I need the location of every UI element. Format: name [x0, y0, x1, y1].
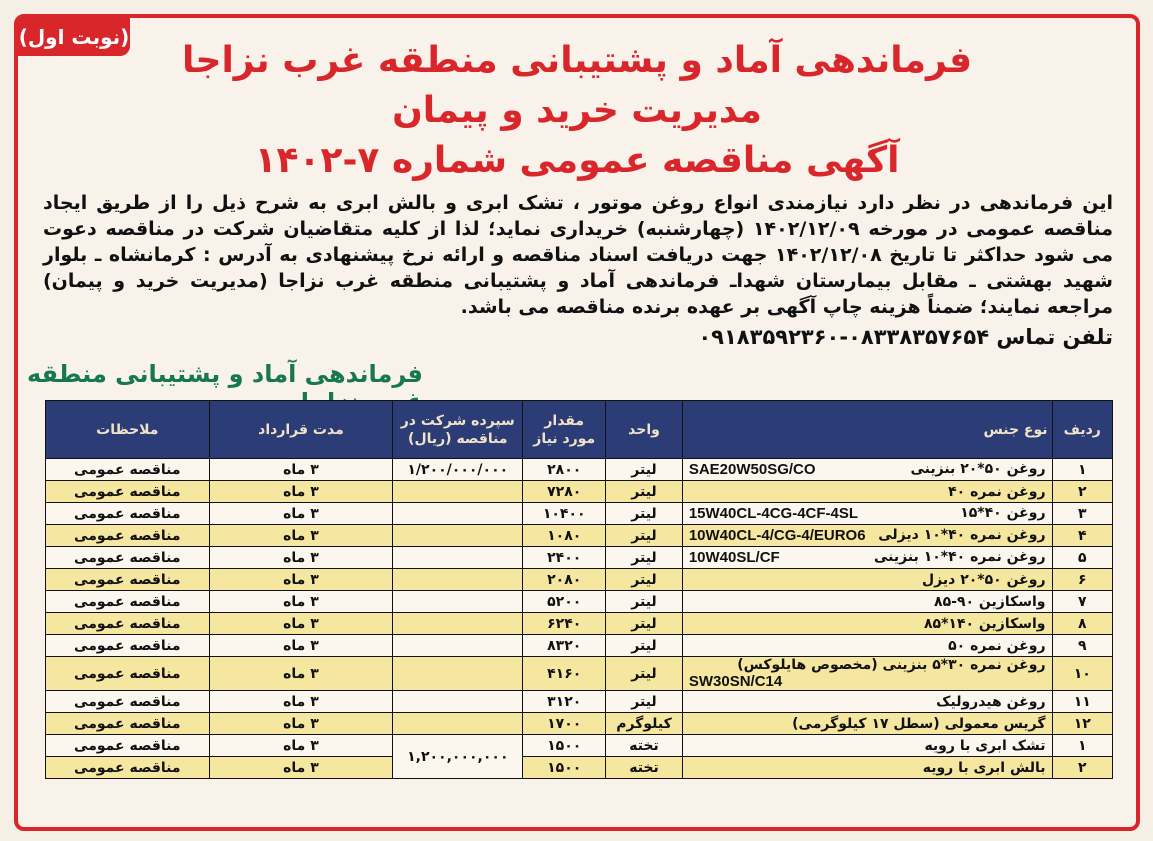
- row-number: ۸: [1052, 613, 1112, 635]
- header-item-type: نوع جنس: [682, 401, 1052, 459]
- table-row: [46, 735, 1113, 757]
- tender-items-table: [45, 400, 1113, 779]
- remarks: مناقصه عمومی: [46, 657, 210, 691]
- contract-duration: ۳ ماه: [209, 481, 393, 503]
- table-row: [46, 569, 1113, 591]
- row-number: ۹: [1052, 635, 1112, 657]
- table-row: [46, 503, 1113, 525]
- row-number: ۵: [1052, 547, 1112, 569]
- item-unit: لیتر: [606, 591, 683, 613]
- item-type: [682, 757, 1052, 779]
- contract-duration: ۳ ماه: [209, 691, 393, 713]
- item-quantity: ۲۸۰۰: [523, 459, 606, 481]
- deposit-empty: [393, 691, 523, 713]
- item-name: روغن نمره ۴۰*۱۰ دیزلی: [878, 527, 1046, 543]
- remarks: مناقصه عمومی: [46, 547, 210, 569]
- item-name: تشک ابری با رویه: [924, 737, 1046, 754]
- item-name: روغن نمره ۴۰*۱۰ بنزینی: [874, 549, 1046, 565]
- item-quantity: ۷۲۸۰: [523, 481, 606, 503]
- row-number: ۱۲: [1052, 713, 1112, 735]
- item-unit: لیتر: [606, 547, 683, 569]
- item-quantity: ۸۳۲۰: [523, 635, 606, 657]
- item-unit: لیتر: [606, 657, 683, 691]
- item-type: [682, 613, 1052, 635]
- row-number: ۷: [1052, 591, 1112, 613]
- item-type: [682, 713, 1052, 735]
- item-name: روغن ۴۰*۱۵: [960, 505, 1046, 521]
- item-unit: تخته: [606, 735, 683, 757]
- row-number: ۲: [1052, 757, 1112, 779]
- item-unit: لیتر: [606, 613, 683, 635]
- item-quantity: ۱۰۴۰۰: [523, 503, 606, 525]
- contract-duration: ۳ ماه: [209, 591, 393, 613]
- row-number: ۱: [1052, 459, 1112, 481]
- table-row: [46, 713, 1113, 735]
- remarks: مناقصه عمومی: [46, 503, 210, 525]
- table-header-row: [46, 401, 1113, 459]
- deposit-empty: [393, 481, 523, 503]
- remarks: مناقصه عمومی: [46, 481, 210, 503]
- item-name: روغن ۵۰*۲۰ بنزینی: [910, 461, 1046, 477]
- table-row: [46, 547, 1113, 569]
- item-quantity: ۲۰۸۰: [523, 569, 606, 591]
- item-spec: 10W40CL-4/CG-4/EURO6: [688, 527, 866, 544]
- item-unit: لیتر: [606, 503, 683, 525]
- item-type: [682, 691, 1052, 713]
- remarks: مناقصه عمومی: [46, 635, 210, 657]
- header-contract-duration: مدت قرارداد: [209, 401, 393, 459]
- deposit-empty: [393, 503, 523, 525]
- item-quantity: ۶۲۴۰: [523, 613, 606, 635]
- title-command: فرماندهی آماد و پشتیبانی منطقه غرب نزاجا: [181, 40, 973, 81]
- contract-duration: ۳ ماه: [209, 757, 393, 779]
- deposit-empty: [393, 569, 523, 591]
- item-unit: تخته: [606, 757, 683, 779]
- foam-deposit: ۱,۲۰۰,۰۰۰,۰۰۰: [393, 735, 523, 779]
- header-remarks: ملاحظات: [46, 401, 210, 459]
- item-quantity: ۱۵۰۰: [523, 757, 606, 779]
- item-quantity: ۴۱۶۰: [523, 657, 606, 691]
- item-unit: لیتر: [606, 481, 683, 503]
- item-quantity: ۱۵۰۰: [523, 735, 606, 757]
- remarks: مناقصه عمومی: [46, 525, 210, 547]
- header-unit: واحد: [606, 401, 683, 459]
- item-name: روغن نمره ۳۰*۵ بنزینی (مخصوص هایلوکس): [737, 657, 1046, 673]
- remarks: مناقصه عمومی: [46, 713, 210, 735]
- contract-duration: ۳ ماه: [209, 613, 393, 635]
- item-type: [682, 547, 1052, 569]
- tender-description: این فرماندهی در نظر دارد نیازمندی انواع روغن موتور ، تشک ابری و بالش ابری به شرح ذیل را از طریق ایجاد مناقصه عمومی در مورخه ۱۴۰۲/۱۲/۰۹ (چهارشنبه) خریداری نماید؛ لذا از کلیه متقاضیان شرکت در مناقصه دعوت می شود حداکثر تا تاریخ ۱۴۰۲/۱۲/۰۸ جهت دریافت اسناد مناقصه و ارائه نرخ پیشنهادی به آدرس : کرمانشاه ـ بلوار شهید بهشتی ـ مقابل بیمارستان شهداـ فرماندهی آماد و پشتیبانی منطقه غرب نزاجا (مدیریت خرید و پیمان) مراجعه نمایند؛ ضمناً هزینه چاپ آگهی بر عهده برنده مناقصه می باشد.: [43, 192, 1113, 318]
- table-row: [46, 635, 1113, 657]
- table-body: [46, 459, 1113, 779]
- item-type: [682, 735, 1052, 757]
- oil-deposit: ۱/۲۰۰/۰۰۰/۰۰۰: [393, 459, 523, 481]
- item-spec: SW30SN/C14: [688, 673, 783, 690]
- contract-duration: ۳ ماه: [209, 547, 393, 569]
- contract-duration: ۳ ماه: [209, 657, 393, 691]
- contract-duration: ۳ ماه: [209, 459, 393, 481]
- item-type: [682, 525, 1052, 547]
- contract-duration: ۳ ماه: [209, 569, 393, 591]
- contract-duration: ۳ ماه: [209, 735, 393, 757]
- item-quantity: ۳۱۲۰: [523, 691, 606, 713]
- table-row: [46, 459, 1113, 481]
- item-type: [682, 657, 1052, 691]
- item-spec: SAE20W50SG/CO: [688, 461, 816, 478]
- table-row: [46, 481, 1113, 503]
- item-name: روغن هیدرولیک: [936, 693, 1046, 710]
- row-number: ۴: [1052, 525, 1112, 547]
- first-publication-badge: (نوبت اول): [18, 18, 130, 56]
- item-spec: 15W40CL-4CG-4CF-4SL: [688, 505, 859, 522]
- table-subheading: فرماندهی آماد و پشتیبانی منطقه: [26, 360, 423, 388]
- item-type: [682, 591, 1052, 613]
- contact-phone: تلفن تماس ۰۸۳۳۸۳۵۷۶۵۴-۰۹۱۸۳۵۹۲۳۶۰: [698, 325, 1113, 349]
- item-type: [682, 459, 1052, 481]
- item-name: واسکازین ۹۰-۸۵: [934, 593, 1046, 610]
- remarks: مناقصه عمومی: [46, 569, 210, 591]
- item-spec: 10W40SL/CF: [688, 549, 780, 566]
- deposit-empty: [393, 525, 523, 547]
- item-name: روغن نمره ۴۰: [948, 483, 1046, 500]
- row-number: ۲: [1052, 481, 1112, 503]
- item-name: گریس معمولی (سطل ۱۷ کیلوگرمی): [792, 715, 1046, 732]
- table-row: [46, 525, 1113, 547]
- header-quantity: مقدار مورد نیاز: [523, 401, 606, 459]
- item-quantity: ۵۲۰۰: [523, 591, 606, 613]
- item-unit: لیتر: [606, 525, 683, 547]
- item-quantity: ۲۴۰۰: [523, 547, 606, 569]
- header-row-number: ردیف: [1052, 401, 1112, 459]
- title-department: مدیریت خرید و پیمان: [392, 90, 762, 131]
- item-type: [682, 481, 1052, 503]
- item-unit: لیتر: [606, 635, 683, 657]
- table-row: [46, 657, 1113, 691]
- item-type: [682, 635, 1052, 657]
- item-name: روغن ۵۰*۲۰ دیزل: [922, 571, 1046, 588]
- table-row: [46, 613, 1113, 635]
- header-deposit: سپرده شرکت در مناقصه (ریال): [393, 401, 523, 459]
- contract-duration: ۳ ماه: [209, 525, 393, 547]
- remarks: مناقصه عمومی: [46, 757, 210, 779]
- deposit-empty: [393, 635, 523, 657]
- item-name: بالش ابری با رویه: [922, 759, 1046, 776]
- item-name: واسکازین ۱۴۰*۸۵: [923, 615, 1046, 632]
- remarks: مناقصه عمومی: [46, 613, 210, 635]
- table-row: [46, 757, 1113, 779]
- deposit-empty: [393, 591, 523, 613]
- row-number: ۱: [1052, 735, 1112, 757]
- title-tender-number: آگهی مناقصه عمومی شماره ۷-۱۴۰۲: [254, 140, 900, 181]
- table-row: [46, 591, 1113, 613]
- remarks: مناقصه عمومی: [46, 735, 210, 757]
- contract-duration: ۳ ماه: [209, 713, 393, 735]
- remarks: مناقصه عمومی: [46, 591, 210, 613]
- item-name: روغن نمره ۵۰: [948, 637, 1046, 654]
- remarks: مناقصه عمومی: [46, 459, 210, 481]
- contract-duration: ۳ ماه: [209, 503, 393, 525]
- row-number: ۶: [1052, 569, 1112, 591]
- item-quantity: ۱۰۸۰: [523, 525, 606, 547]
- item-unit: لیتر: [606, 459, 683, 481]
- item-unit: کیلوگرم: [606, 713, 683, 735]
- row-number: ۱۰: [1052, 657, 1112, 691]
- deposit-empty: [393, 657, 523, 691]
- row-number: ۳: [1052, 503, 1112, 525]
- remarks: مناقصه عمومی: [46, 691, 210, 713]
- row-number: ۱۱: [1052, 691, 1112, 713]
- table-row: [46, 691, 1113, 713]
- item-unit: لیتر: [606, 569, 683, 591]
- item-type: [682, 569, 1052, 591]
- item-type: [682, 503, 1052, 525]
- deposit-empty: [393, 613, 523, 635]
- contract-duration: ۳ ماه: [209, 635, 393, 657]
- deposit-empty: [393, 547, 523, 569]
- item-unit: لیتر: [606, 691, 683, 713]
- item-quantity: ۱۷۰۰: [523, 713, 606, 735]
- deposit-empty: [393, 713, 523, 735]
